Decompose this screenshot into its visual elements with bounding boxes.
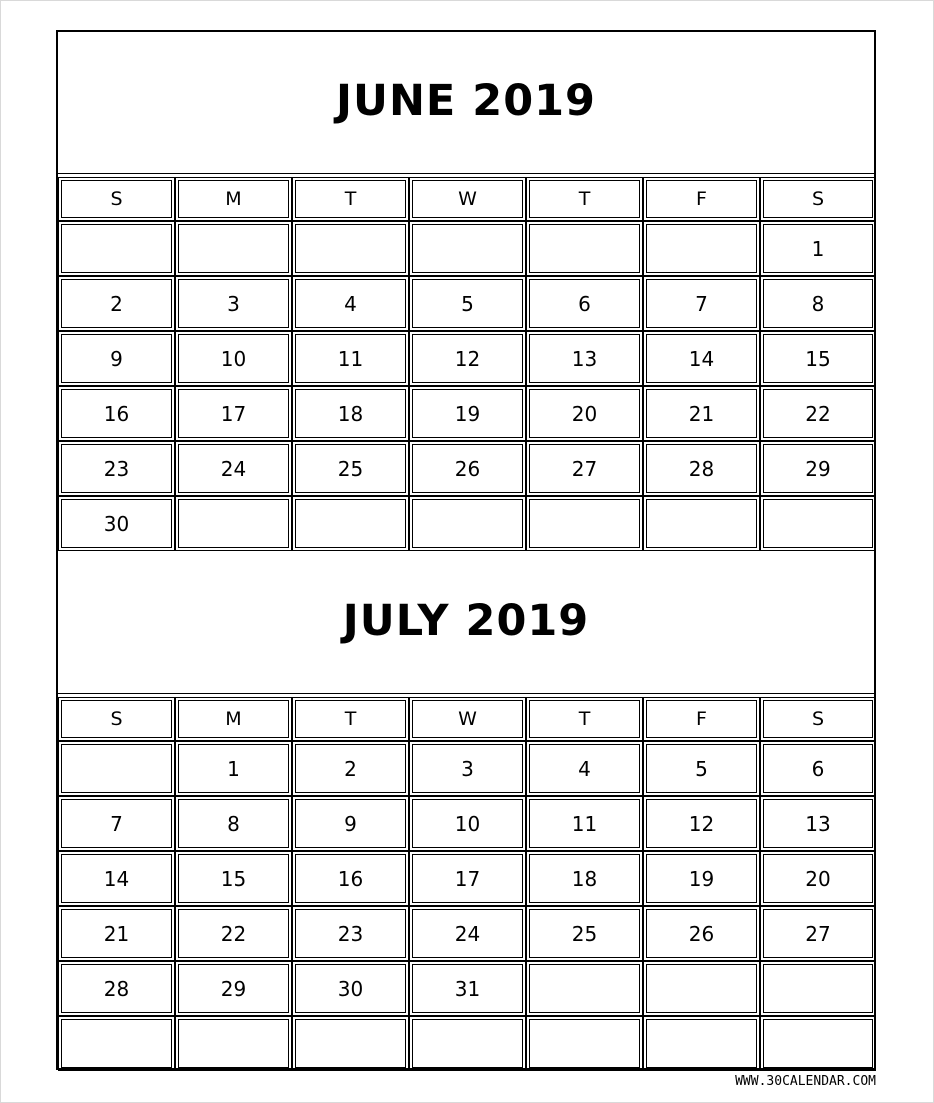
day-cell: 5: [409, 276, 526, 331]
day-cell: 23: [292, 906, 409, 961]
day-cell: [58, 1016, 175, 1071]
day-cell: [643, 961, 760, 1016]
day-cell: 24: [409, 906, 526, 961]
day-cell: 27: [760, 906, 876, 961]
day-cell: [760, 496, 876, 551]
day-cell: 20: [526, 386, 643, 441]
day-cell: 3: [409, 741, 526, 796]
day-cell: [643, 496, 760, 551]
weekday-header: T: [292, 177, 409, 221]
day-cell: 27: [526, 441, 643, 496]
day-cell: 4: [526, 741, 643, 796]
day-cell: 25: [292, 441, 409, 496]
weekday-header: T: [526, 697, 643, 741]
month-separator: [58, 693, 874, 694]
day-cell: 11: [292, 331, 409, 386]
day-cell: 10: [175, 331, 292, 386]
day-cell: 20: [760, 851, 876, 906]
day-cell: [526, 961, 643, 1016]
weekday-header: S: [58, 697, 175, 741]
day-cell: 26: [409, 441, 526, 496]
day-cell: 26: [643, 906, 760, 961]
month-separator: [58, 173, 874, 174]
weekday-header: F: [643, 697, 760, 741]
day-cell: 6: [760, 741, 876, 796]
day-cell: [760, 1016, 876, 1071]
weekday-header: S: [760, 697, 876, 741]
day-cell: 7: [643, 276, 760, 331]
day-cell: 15: [760, 331, 876, 386]
day-cell: 23: [58, 441, 175, 496]
day-cell: 6: [526, 276, 643, 331]
day-cell: 30: [292, 961, 409, 1016]
day-cell: 21: [643, 386, 760, 441]
day-cell: [175, 496, 292, 551]
day-cell: 28: [58, 961, 175, 1016]
day-cell: 12: [409, 331, 526, 386]
day-cell: 29: [760, 441, 876, 496]
weekday-header: T: [526, 177, 643, 221]
day-cell: 1: [175, 741, 292, 796]
day-cell: 31: [409, 961, 526, 1016]
day-cell: 11: [526, 796, 643, 851]
day-cell: 29: [175, 961, 292, 1016]
day-cell: 14: [58, 851, 175, 906]
day-cell: 24: [175, 441, 292, 496]
day-cell: [409, 496, 526, 551]
day-cell: 8: [760, 276, 876, 331]
day-cell: 22: [175, 906, 292, 961]
weekday-header: F: [643, 177, 760, 221]
day-cell: [292, 496, 409, 551]
day-cell: 14: [643, 331, 760, 386]
weekday-header: W: [409, 697, 526, 741]
website-url[interactable]: WWW.30CALENDAR.COM: [735, 1074, 876, 1089]
day-cell: [526, 1016, 643, 1071]
day-cell: [292, 221, 409, 276]
weekday-header: S: [58, 177, 175, 221]
day-cell: 3: [175, 276, 292, 331]
day-cell: [292, 1016, 409, 1071]
day-cell: [58, 741, 175, 796]
day-cell: 5: [643, 741, 760, 796]
day-cell: 17: [409, 851, 526, 906]
day-cell: 15: [175, 851, 292, 906]
day-cell: 8: [175, 796, 292, 851]
day-cell: [175, 1016, 292, 1071]
day-cell: 10: [409, 796, 526, 851]
day-cell: [760, 961, 876, 1016]
day-cell: [526, 496, 643, 551]
day-cell: 19: [643, 851, 760, 906]
day-cell: [643, 1016, 760, 1071]
day-cell: 21: [58, 906, 175, 961]
day-cell: 1: [760, 221, 876, 276]
day-cell: 16: [292, 851, 409, 906]
month-title: JUNE 2019: [336, 76, 596, 126]
day-cell: 7: [58, 796, 175, 851]
day-cell: 13: [526, 331, 643, 386]
day-cell: 4: [292, 276, 409, 331]
day-cell: 28: [643, 441, 760, 496]
day-cell: [643, 221, 760, 276]
day-cell: 12: [643, 796, 760, 851]
day-cell: 30: [58, 496, 175, 551]
weekday-header: S: [760, 177, 876, 221]
day-cell: 17: [175, 386, 292, 441]
weekday-header: T: [292, 697, 409, 741]
weekday-header: M: [175, 177, 292, 221]
month-title: JULY 2019: [342, 596, 590, 646]
day-cell: [175, 221, 292, 276]
weekday-header: M: [175, 697, 292, 741]
day-cell: 9: [292, 796, 409, 851]
day-cell: 19: [409, 386, 526, 441]
day-cell: 18: [292, 386, 409, 441]
day-cell: [409, 1016, 526, 1071]
day-cell: [409, 221, 526, 276]
day-cell: 9: [58, 331, 175, 386]
day-cell: 16: [58, 386, 175, 441]
weekday-header: W: [409, 177, 526, 221]
day-cell: 2: [292, 741, 409, 796]
day-cell: 18: [526, 851, 643, 906]
day-cell: [58, 221, 175, 276]
day-cell: 22: [760, 386, 876, 441]
day-cell: 2: [58, 276, 175, 331]
day-cell: [526, 221, 643, 276]
day-cell: 25: [526, 906, 643, 961]
day-cell: 13: [760, 796, 876, 851]
